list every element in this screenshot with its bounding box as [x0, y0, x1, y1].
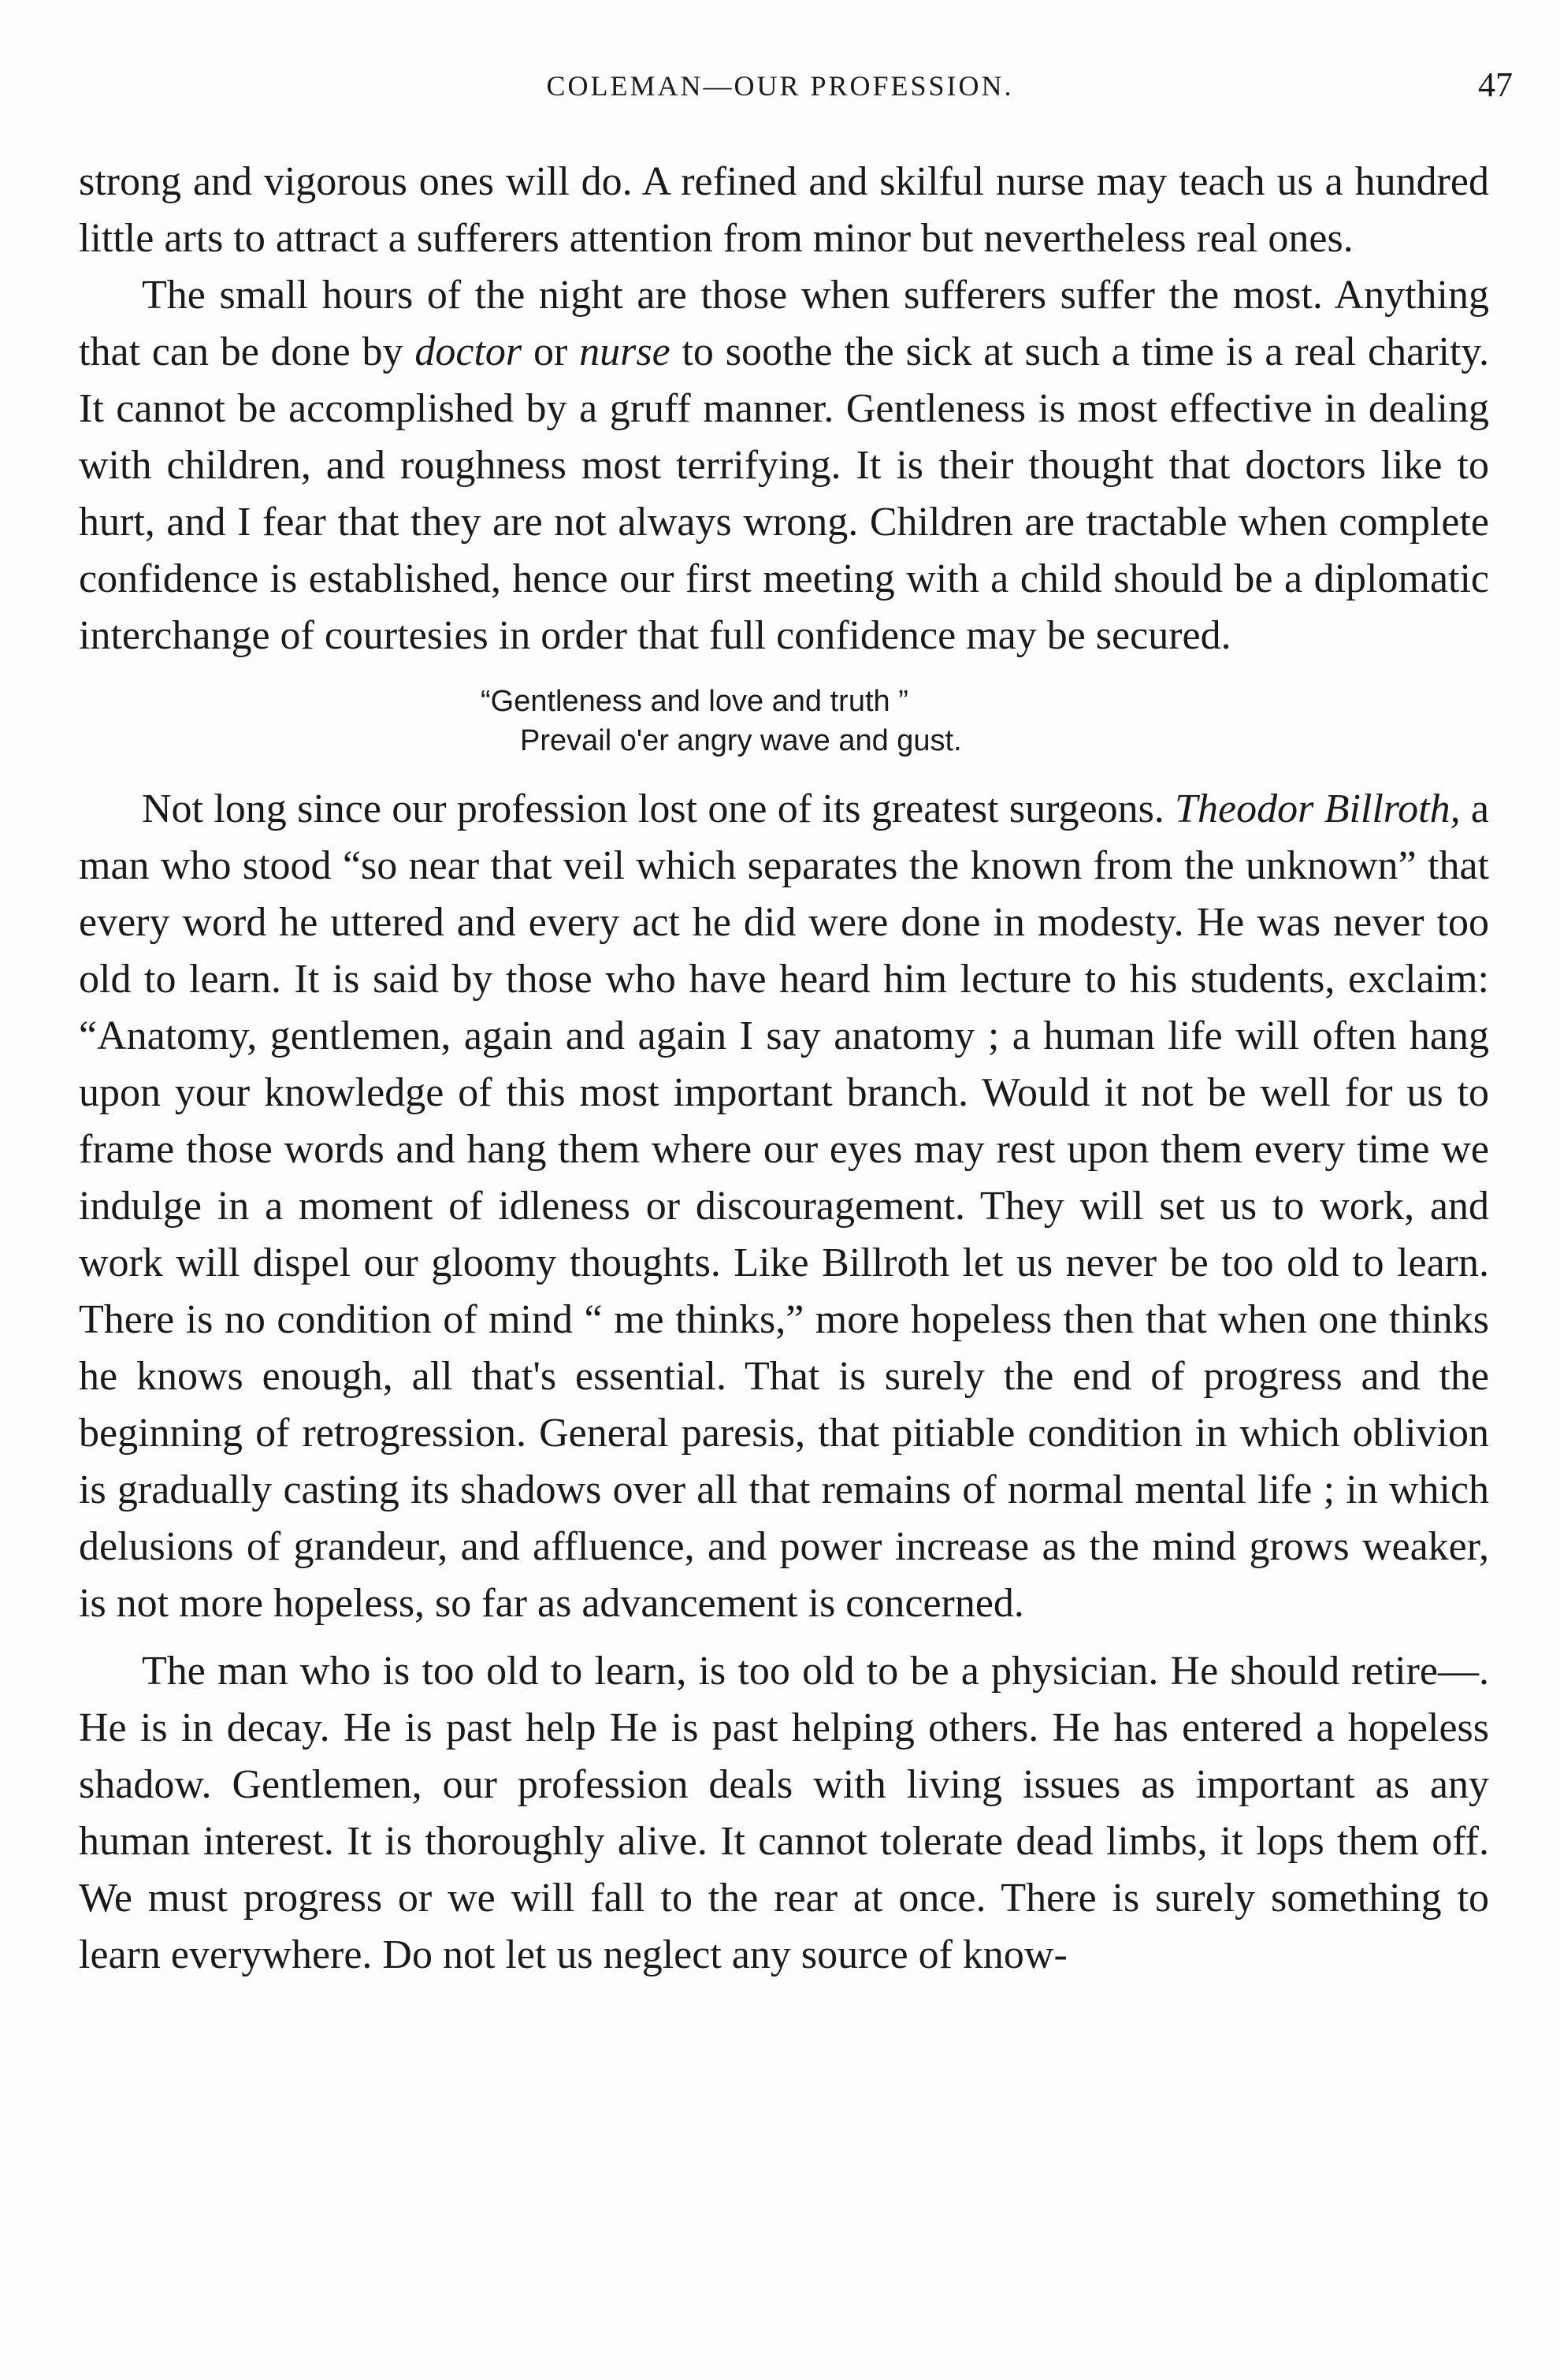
verse-quote: [79, 682, 1489, 760]
running-title: COLEMAN—OUR PROFESSION.: [546, 70, 1014, 102]
paragraph-text: to soothe the sick at such a time is a real charity. It cannot be accomplished by a gruff manner. Gentleness is most effective in dealing with children, and roughness most terrifying. It is their thought that doctors like to hurt, and I fear that they are not always wrong. Children are tractable when complete confidence is established, hence our first meeting with a child should be a diplomatic interchange of courtesies in order that full confidence may be secured.: [79, 329, 1490, 658]
italic-doctor: doctor: [414, 329, 522, 374]
paragraph-too-old: The man who is too old to learn, is too old to be a physician. He should retire—. He is in decay. He is past help He is past helping others. He has entered a hopeless shadow. Gentlemen, our profession deals with living issues as important as any human interest. It is thoroughly alive. It cannot tolerate dead limbs, it lops them off. We must progress or we will fall to the rear at once. There is surely something to learn everywhere. Do not let us neglect any source of know-: [79, 1649, 1489, 1977]
paragraph-gap: [79, 1632, 1489, 1643]
page-number: 47: [1478, 65, 1513, 104]
italic-nurse: nurse: [579, 329, 670, 374]
paragraph-text: or: [522, 329, 580, 374]
running-head: [0, 65, 1560, 117]
paragraph-text: Not long since our profession lost one of its greatest surgeons.: [142, 787, 1176, 831]
italic-billroth-name: Theodor Billroth,: [1175, 787, 1461, 831]
paragraph-small-hours: [79, 267, 1489, 664]
quote-line-2: Prevail o'er angry wave and gust.: [520, 724, 962, 757]
paragraph-billroth: [79, 781, 1489, 1632]
paragraph-continued: strong and vigorous ones will do. A refined and skilful nurse may teach us a hundred little arts to attract a sufferers attention from minor but nevertheless real ones.: [79, 159, 1489, 261]
paragraph-text: a man who stood “so near that veil which separates the known from the unknown” that every word he uttered and every act he did were done in modesty. He was never too old to learn. It is said by those who have heard him lecture to his students, exclaim: “Anatomy, gentlemen, again and again I say anatomy ; a human life will often hang upon your knowledge of this most important branch. Would it not be well for us to frame those words and hang them where our eyes may rest upon them every time we indulge in a moment of idleness or discouragement. They will set us to work, and work will dispel our gloomy thoughts. Like Billroth let us never be too old to learn. There is no condition of mind “ me thinks,” more hopeless then that when one thinks he knows enough, all that's essential. That is surely the end of progress and the beginning of retrogression. General paresis, that pitiable condition in which oblivion is gradually casting its shadows over all that remains of normal mental life ; in which delusions of grandeur, and affluence, and power increase as the mind grows weaker, is not more hopeless, so far as advancement is concerned.: [79, 787, 1489, 1626]
paragraph-text: The small hours of the night are those when sufferers suffer the most. Anything that can be done by: [79, 273, 1489, 374]
quote-line-1: “Gentleness and love and truth ”: [481, 685, 908, 718]
body-text: [79, 154, 1489, 1984]
